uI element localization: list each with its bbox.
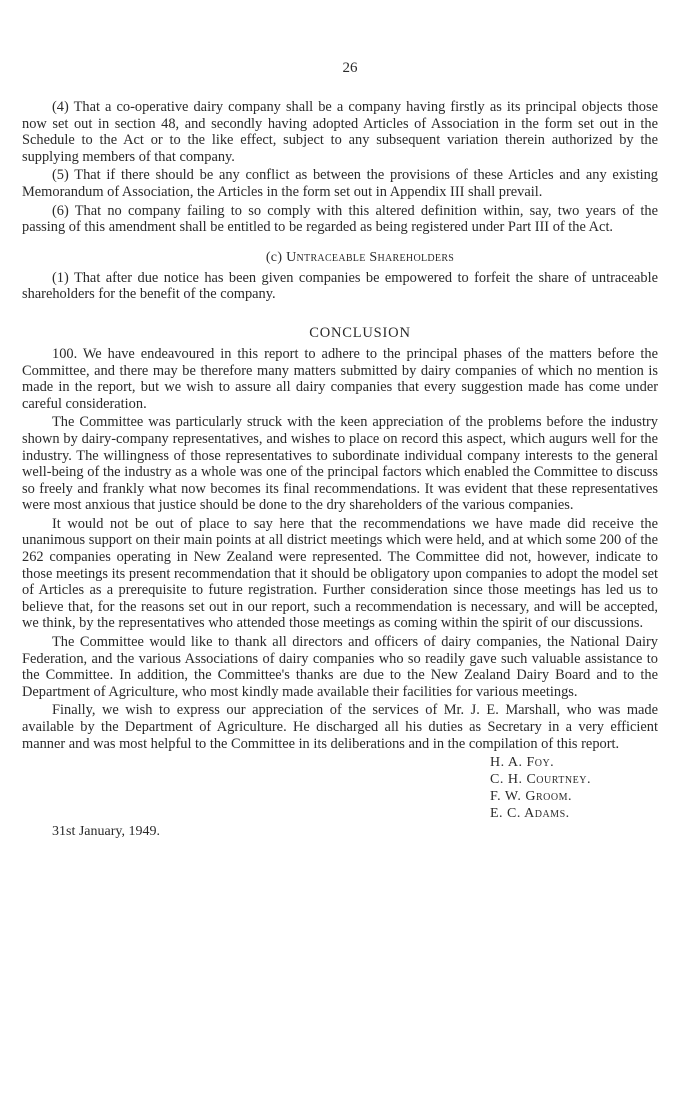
document-page	[22, 60, 658, 840]
signatory: E. C. Adams.	[490, 806, 570, 822]
conclusion-paragraph-secretary: Finally, we wish to express our appreciation of the services of Mr. J. E. Marshall, who was made available by the Department of Agriculture. He discharged all his duties as Secretary in a very efficient manner and was most helpful to the Committee in its deliberations and in the compilation of this report.	[22, 702, 658, 752]
section-c-title: Untraceable Shareholders	[286, 249, 455, 265]
paragraph-6: (6) That no company failing to so comply with this altered definition within, say, two years of the passing of this amendment shall be entitled to be regarded as being registered under Part III of the Act.	[22, 202, 658, 236]
conclusion-paragraph-appreciation: The Committee was particularly struck with the keen appreciation of the problems before the industry shown by dairy-company representatives, and wishes to place on record this aspect, which augurs well for the industry. The willingness of those representatives to subordinate individual company interests to the general well-being of the industry as a whole was one of the principal factors which enabled the Committee to discuss so freely and frankly what now becomes its final recommendations. It was evident that these representatives were most anxious that justice should be done to the dry shareholders of the various companies.	[22, 414, 658, 514]
conclusion-paragraph-recommendations: It would not be out of place to say here that the recommendations we have made did receive the unanimous support on their main points at all district meetings which were held, and at which some 200 of the 262 companies operating in New Zealand were represented. The Committee did not, however, indicate to those meetings its present recommendation that it should be obligatory upon companies to adopt the model set of Articles as a prerequisite to future registration. Further consideration since those meetings has led us to believe that, for the reasons set out in our report, such a recommendation is necessary, and will be accepted, we think, by the representatives who attended those meetings as coming within the spirit of our discussions.	[22, 515, 658, 632]
section-c-heading	[22, 250, 658, 266]
signatory: C. H. Courtney.	[490, 772, 591, 788]
conclusion-paragraph-100: 100. We have endeavoured in this report to adhere to the principal phases of the matters before the Committee, and there may be therefore many matters submitted by dairy companies of which no mention is made in the report, but we wish to assure all dairy companies that every suggestion made has come under careful consideration.	[22, 345, 658, 412]
paragraph-5: (5) That if there should be any conflict as between the provisions of these Articles and any existing Memorandum of Association, the Articles in the form set out in Appendix III shall prevail.	[22, 167, 658, 200]
signatory: F. W. Groom.	[490, 789, 572, 805]
section-c-paragraph: (1) That after due notice has been given companies be empowered to forfeit the share of untraceable shareholders for the benefit of the company.	[22, 269, 658, 303]
conclusion-heading: CONCLUSION	[309, 324, 411, 341]
section-c-marker: (c)	[265, 249, 283, 265]
signatory: H. A. Foy.	[490, 755, 555, 771]
signatories	[22, 754, 658, 822]
paragraph-4: (4) That a co-operative dairy company shall be a company having firstly as its principal objects those now set out in section 48, and secondly having adopted Articles of Association in the form set out in the Schedule to the Act or to the like effect, subject to any subsequent variation therein authorized by the supplying members of that company.	[22, 99, 658, 165]
page-number: 26	[342, 60, 358, 76]
conclusion-paragraph-thanks: The Committee would like to thank all directors and officers of dairy companies, the National Dairy Federation, and the various Associations of dairy companies who so readily gave such valuable assistance to the Committee. In addition, the Committee's thanks are due to the New Zealand Dairy Board and to the Department of Agriculture, who most kindly made available their facilities for various meetings.	[22, 634, 658, 700]
report-date: 31st January, 1949.	[52, 824, 160, 840]
